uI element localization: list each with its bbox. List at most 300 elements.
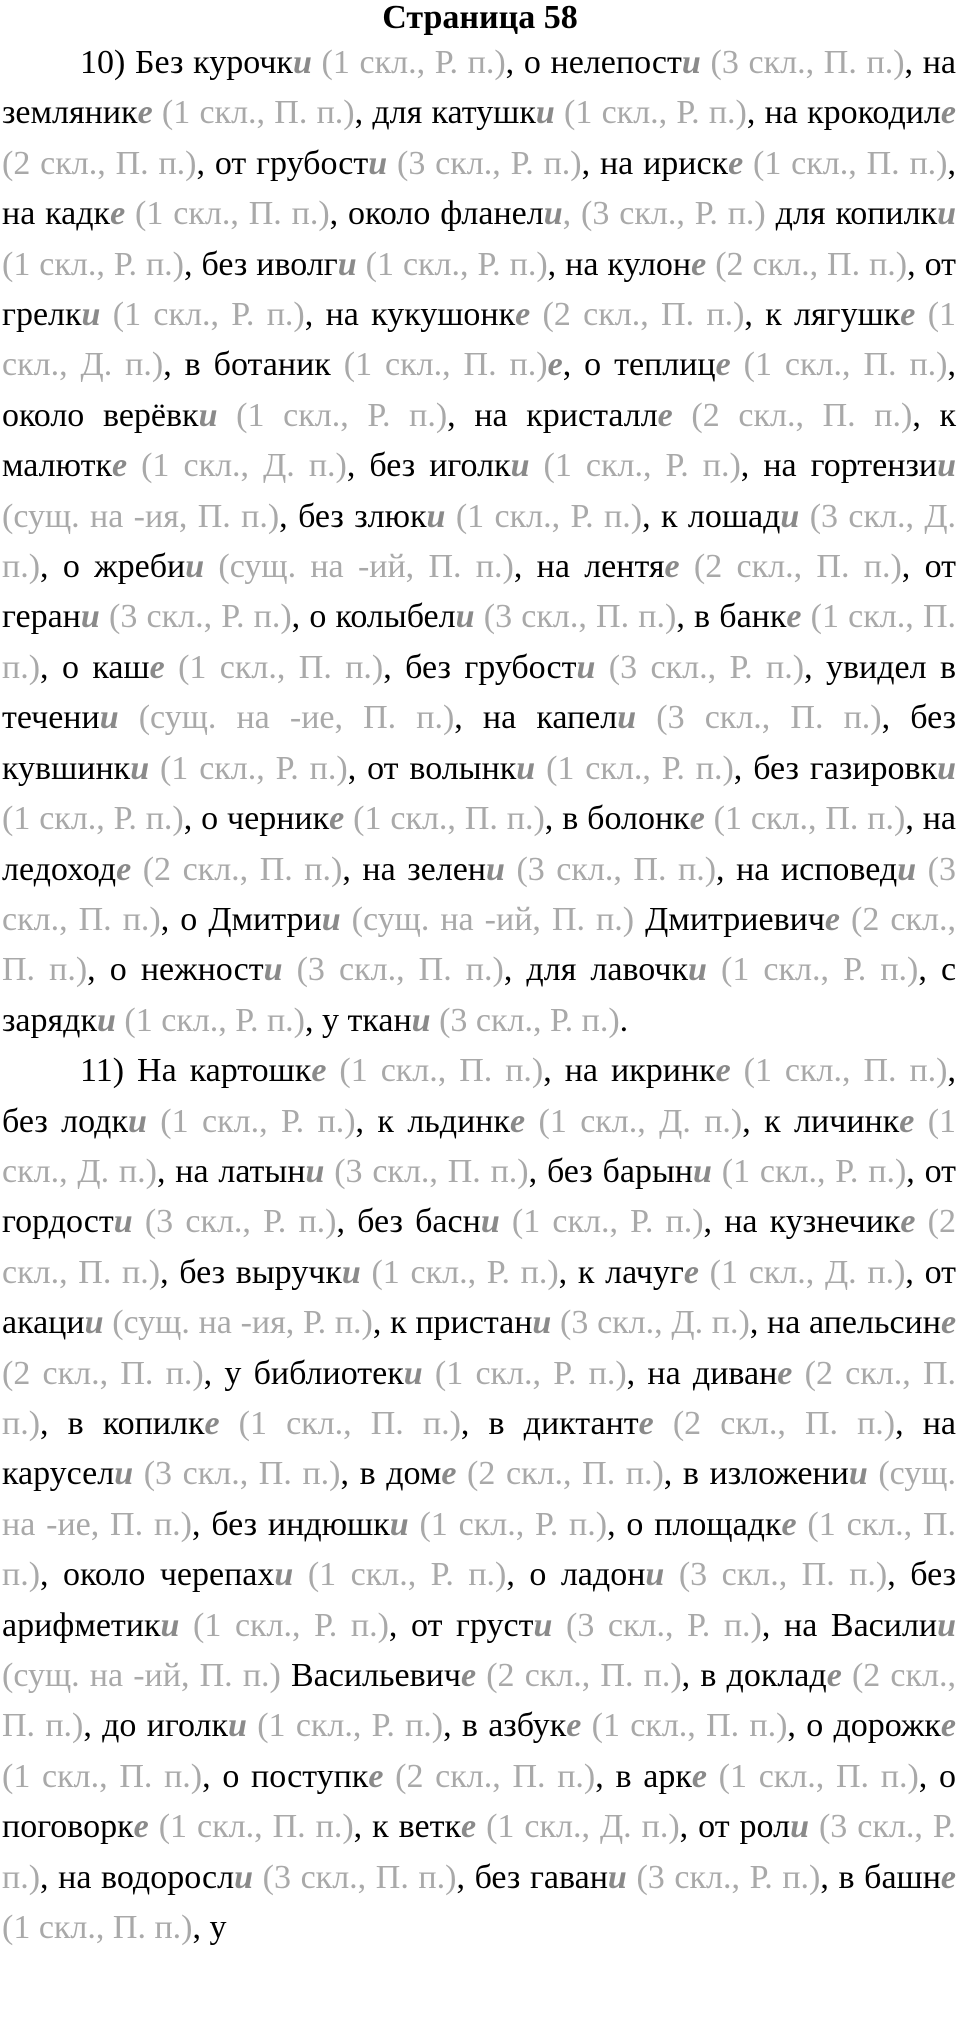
ending: е bbox=[510, 1102, 526, 1140]
separator: , bbox=[291, 598, 310, 636]
grammar-note: (3 скл., П. п.) bbox=[636, 699, 882, 737]
separator: , bbox=[503, 951, 527, 989]
separator: , bbox=[895, 1404, 923, 1442]
ending: и bbox=[80, 598, 100, 636]
word-stem: к ветк bbox=[372, 1808, 461, 1846]
word-stem: до иголк bbox=[102, 1707, 229, 1745]
word-stem: без кувшинк bbox=[2, 699, 957, 787]
separator: , bbox=[679, 1808, 699, 1846]
separator: , bbox=[749, 1304, 768, 1342]
grammar-note: (1 скл., Р. п.) bbox=[115, 1001, 305, 1039]
ending: и bbox=[617, 699, 637, 737]
separator: , bbox=[163, 346, 185, 384]
ending: е bbox=[461, 1808, 477, 1846]
grammar-note: (2 скл., П. п.) bbox=[131, 850, 343, 888]
ending: и bbox=[937, 447, 956, 485]
ending: и bbox=[234, 1858, 254, 1896]
word-stem: увидел в течени bbox=[2, 648, 957, 737]
ending: и bbox=[389, 1505, 409, 1543]
separator: , bbox=[820, 1858, 839, 1896]
ending: и bbox=[403, 1354, 423, 1392]
separator: , bbox=[506, 1556, 530, 1594]
word-stem: о черник bbox=[201, 800, 330, 838]
ending: и bbox=[897, 850, 917, 888]
separator: , bbox=[905, 1253, 925, 1291]
ending: и bbox=[341, 1253, 361, 1291]
separator: , bbox=[642, 497, 661, 535]
word-stem: в диктант bbox=[488, 1404, 639, 1442]
separator: , bbox=[581, 144, 600, 182]
word-stem: на карусел bbox=[2, 1404, 957, 1493]
word-stem: в копилк bbox=[67, 1404, 205, 1442]
word-stem: о Дмитри bbox=[180, 900, 322, 938]
word-stem: от геран bbox=[2, 548, 956, 636]
separator: , bbox=[681, 1657, 701, 1694]
ending: и bbox=[576, 648, 596, 686]
ending: и bbox=[780, 497, 800, 535]
ending: и bbox=[96, 1001, 116, 1039]
grammar-note: (3 скл., П. п.) bbox=[504, 850, 717, 888]
word-stem: на земляник bbox=[2, 44, 956, 132]
separator: , bbox=[716, 850, 737, 888]
separator: , bbox=[329, 195, 349, 233]
ending: и bbox=[185, 548, 205, 586]
word-stem: от гордост bbox=[2, 1152, 957, 1241]
exercise-text bbox=[0, 38, 960, 1953]
word-stem: на латын bbox=[175, 1152, 306, 1190]
separator: , bbox=[901, 548, 925, 586]
ending: и bbox=[516, 749, 536, 787]
separator bbox=[281, 1657, 291, 1694]
word-stem: на икринк bbox=[564, 1052, 716, 1090]
grammar-note: (1 скл., Р. п.) bbox=[706, 951, 919, 989]
word-stem: в дом bbox=[359, 1455, 442, 1493]
separator: , bbox=[562, 346, 585, 384]
ending: е bbox=[441, 1455, 457, 1493]
grammar-note: (3 скл., Р. п.) bbox=[387, 144, 582, 182]
separator: , bbox=[460, 1404, 489, 1442]
ending: е bbox=[715, 1052, 731, 1090]
grammar-note: (1 скл., П. п.) bbox=[152, 94, 355, 132]
word-stem: о нежност bbox=[109, 951, 264, 989]
ending: и bbox=[510, 447, 530, 485]
separator: , bbox=[40, 548, 63, 586]
word-stem: на кулон bbox=[565, 245, 692, 283]
grammar-note: (1 скл., Р. п.) bbox=[179, 1606, 389, 1644]
word-stem: в доклад bbox=[700, 1657, 827, 1694]
word-stem: для катушк bbox=[372, 94, 536, 132]
separator: , bbox=[947, 346, 956, 384]
separator: , bbox=[740, 447, 764, 485]
ending: е bbox=[110, 195, 126, 233]
word-stem: Без курочк bbox=[135, 44, 293, 81]
word-stem: о ладон bbox=[529, 1556, 646, 1594]
separator: , bbox=[202, 1757, 223, 1795]
ending: е bbox=[137, 94, 153, 132]
grammar-note: (3 скл., П. п.) bbox=[2, 850, 956, 938]
grammar-note: (сущ. на -ия, П. п.) bbox=[2, 497, 280, 535]
separator: , bbox=[904, 44, 923, 81]
word-stem: около фланел bbox=[348, 195, 544, 233]
separator: , bbox=[733, 749, 754, 787]
grammar-note: (1 скл., П. п.) bbox=[2, 1757, 203, 1795]
word-stem: на лентя bbox=[536, 548, 665, 586]
grammar-note: (1 скл., Д. п.) bbox=[2, 296, 957, 384]
ending: е bbox=[515, 296, 531, 334]
grammar-note: (1 скл., Р. п.) bbox=[554, 94, 747, 132]
ending: и bbox=[305, 1152, 325, 1190]
separator: , bbox=[907, 245, 925, 283]
grammar-note: (3 скл., Р. п.) bbox=[132, 1203, 337, 1241]
separator: , bbox=[558, 1253, 578, 1291]
ending: и bbox=[937, 749, 957, 787]
grammar-note: (1 скл., П. п.) bbox=[704, 800, 906, 838]
separator: , bbox=[40, 1404, 68, 1442]
grammar-note: (3 скл., П. п.) bbox=[324, 1152, 529, 1190]
ending: и bbox=[848, 1455, 868, 1493]
ending: е bbox=[900, 296, 916, 334]
grammar-note: (сущ. на -ий, П. п.) bbox=[340, 900, 635, 938]
word-stem: на диван bbox=[647, 1354, 778, 1392]
grammar-note: (3 скл., П. п.) bbox=[664, 1556, 888, 1594]
ending: е bbox=[111, 447, 128, 485]
separator: , bbox=[547, 245, 566, 283]
grammar-note: (сущ. на -ий, П. п.) bbox=[2, 1657, 281, 1694]
grammar-note: (1 скл., П. п.) bbox=[730, 346, 948, 384]
ending: и bbox=[455, 598, 475, 636]
separator: , bbox=[947, 1052, 956, 1090]
separator: , bbox=[383, 648, 406, 686]
word-stem: к льдинк bbox=[377, 1102, 511, 1140]
grammar-note: (сущ. на -ия, Р. п.) bbox=[103, 1304, 373, 1342]
separator: , bbox=[340, 1455, 360, 1493]
separator: , bbox=[742, 1102, 765, 1140]
ending: и bbox=[543, 195, 563, 233]
ending: е bbox=[824, 900, 841, 938]
separator: , bbox=[87, 951, 110, 989]
word-stem: о колыбел bbox=[309, 598, 456, 636]
ending: и bbox=[645, 1556, 665, 1594]
word-stem: для лавочк bbox=[526, 951, 689, 989]
word-stem: на зелен bbox=[362, 850, 486, 888]
separator: , bbox=[918, 951, 941, 989]
grammar-note: (1 скл., П. п.) bbox=[330, 346, 548, 384]
separator: , bbox=[513, 548, 537, 586]
ending: и bbox=[99, 699, 119, 737]
word-stem: около верёвк bbox=[2, 396, 199, 434]
word-stem: на кукушонк bbox=[325, 296, 516, 334]
grammar-note: (1 скл., П. п.) bbox=[2, 598, 957, 686]
word-stem: Васильевич bbox=[291, 1657, 461, 1694]
word-stem: к лошад bbox=[660, 497, 781, 535]
grammar-note: (1 скл., П. п.) bbox=[706, 1757, 919, 1795]
word-stem: на ириск bbox=[599, 144, 729, 182]
grammar-note: (2 скл., П. п.) bbox=[2, 1354, 957, 1442]
word-stem: с зарядк bbox=[2, 951, 957, 1039]
grammar-note: (1 скл., Р. п.) bbox=[100, 296, 305, 334]
grammar-note: (2 скл., П. п.) bbox=[2, 900, 956, 989]
ending: е bbox=[149, 648, 165, 686]
ending: е bbox=[689, 800, 705, 838]
word-stem: у ткан bbox=[321, 1001, 412, 1039]
word-stem: о дорожк bbox=[806, 1707, 941, 1745]
word-stem: без индюшк bbox=[211, 1505, 390, 1543]
word-stem: без грубост bbox=[405, 648, 577, 686]
grammar-note: (3 скл., Д. п.) bbox=[551, 1304, 750, 1342]
grammar-note: (1 скл., П. п.) bbox=[344, 800, 545, 838]
separator: , bbox=[703, 1203, 725, 1241]
exercise-number: 10) bbox=[80, 44, 136, 81]
word-stem: к лягушк bbox=[765, 296, 901, 334]
grammar-note: (2 скл., П. п.) bbox=[383, 1757, 596, 1795]
ending: е bbox=[664, 548, 680, 586]
word-stem: на кристалл bbox=[474, 396, 658, 434]
ending: е bbox=[826, 1657, 842, 1694]
separator: , bbox=[918, 1757, 939, 1795]
grammar-note: (2 скл., П. п.) bbox=[672, 396, 913, 434]
separator: , bbox=[191, 1505, 212, 1543]
separator: , bbox=[595, 1757, 616, 1795]
separator: , bbox=[160, 900, 181, 938]
separator: , bbox=[947, 144, 956, 182]
word-stem: без иволг bbox=[201, 245, 338, 283]
grammar-note: (2 скл., П. п.) bbox=[2, 1203, 957, 1291]
separator: , bbox=[912, 396, 940, 434]
grammar-note: (3 скл., П. п.) bbox=[474, 598, 677, 636]
word-stem: на гортензи bbox=[763, 447, 938, 485]
separator: , bbox=[279, 497, 299, 535]
grammar-note: (1 скл., Р. п.) bbox=[529, 447, 741, 485]
separator: , bbox=[388, 1606, 412, 1644]
separator bbox=[766, 195, 776, 232]
grammar-note: (1 скл., П. п.) bbox=[730, 1052, 948, 1090]
ending: и bbox=[321, 900, 341, 938]
separator: , bbox=[342, 850, 363, 888]
grammar-note: (2 скл., П. п.) bbox=[706, 245, 908, 283]
ending: е bbox=[204, 1404, 220, 1442]
word-stem: на кузнечик bbox=[724, 1203, 901, 1241]
ending: е bbox=[715, 346, 731, 384]
word-stem: на апельсин bbox=[767, 1304, 941, 1342]
separator: , bbox=[456, 1858, 475, 1896]
grammar-note: , bbox=[562, 195, 572, 233]
separator: , bbox=[347, 749, 368, 787]
separator: , bbox=[804, 648, 826, 686]
separator: , bbox=[887, 1556, 911, 1594]
page-title: Страница 58 bbox=[382, 0, 578, 36]
grammar-note: (3 скл., Р. п.) bbox=[595, 648, 805, 686]
word-stem: к малютк bbox=[2, 396, 957, 485]
ending: и bbox=[130, 749, 150, 787]
grammar-note: (2 скл., П. п.) bbox=[653, 1404, 896, 1442]
separator: , bbox=[184, 245, 202, 283]
separator: , bbox=[505, 44, 524, 81]
separator: , bbox=[607, 1505, 627, 1543]
separator: , bbox=[761, 1606, 784, 1644]
word-stem: без барын bbox=[546, 1152, 693, 1190]
grammar-note: (сущ. на -ие, П. п.) bbox=[118, 699, 455, 737]
separator: , bbox=[203, 1354, 225, 1392]
separator: , bbox=[40, 648, 62, 686]
ending: и bbox=[533, 1606, 553, 1644]
ending: е bbox=[329, 800, 345, 838]
grammar-note: (1 скл., Р. п.) bbox=[146, 1102, 356, 1140]
grammar-note: (1 скл., П. п.) bbox=[2, 1909, 193, 1947]
separator: , bbox=[905, 800, 923, 838]
ending: е bbox=[683, 1253, 699, 1291]
ending: и bbox=[228, 1707, 247, 1745]
separator: , bbox=[40, 1556, 64, 1594]
ending: и bbox=[607, 1858, 627, 1896]
grammar-note: (сущ. на -ие, П. п.) bbox=[2, 1455, 956, 1543]
ending: е bbox=[460, 1657, 477, 1694]
ending: и bbox=[790, 1808, 809, 1846]
grammar-note: (2 скл., П. п.) bbox=[679, 548, 902, 586]
grammar-note: (2 скл., П. п.) bbox=[476, 1657, 682, 1694]
ending: е bbox=[940, 1304, 957, 1342]
grammar-note: (1 скл., П. п.) bbox=[326, 1052, 544, 1090]
separator: , bbox=[528, 1152, 547, 1190]
word-stem: от акаци bbox=[2, 1253, 957, 1342]
grammar-note: (1 скл., Р. п.) bbox=[293, 1556, 507, 1594]
grammar-note: (1 скл., П. п.) bbox=[581, 1707, 788, 1745]
grammar-note: (1 скл., Д. п.) bbox=[127, 447, 347, 485]
ending: е bbox=[116, 850, 132, 888]
ending: и bbox=[693, 1152, 712, 1190]
ending: е bbox=[940, 1858, 957, 1896]
word-stem: в изложени bbox=[682, 1455, 849, 1493]
grammar-note: (1 скл., П. п.) bbox=[219, 1404, 461, 1442]
ending: е bbox=[311, 1052, 327, 1090]
separator: , bbox=[881, 699, 911, 737]
grammar-note: (1 скл., Р. п.) bbox=[445, 497, 643, 535]
ending: и bbox=[160, 1606, 180, 1644]
separator: , bbox=[346, 447, 370, 485]
word-stem: Дмитриевич bbox=[645, 900, 825, 938]
ending: е bbox=[777, 1354, 793, 1392]
word-stem: к пристан bbox=[390, 1304, 533, 1342]
exercise-paragraph bbox=[0, 38, 960, 1046]
grammar-note: (3 скл., Р. п.) bbox=[552, 1606, 762, 1644]
word-stem: без злюк bbox=[298, 497, 427, 535]
grammar-note: (3 скл., П. п.) bbox=[133, 1455, 341, 1493]
grammar-note: (3 скл., Р. п.) bbox=[626, 1858, 821, 1896]
separator: , bbox=[746, 94, 765, 132]
word-stem: без арифметик bbox=[2, 1556, 957, 1644]
separator bbox=[634, 901, 645, 938]
grammar-note: (1 скл., Р. п.) bbox=[422, 1354, 627, 1392]
grammar-note: (1 скл., Р. п.) bbox=[408, 1505, 608, 1543]
ending: е bbox=[781, 1505, 797, 1543]
ending: е bbox=[657, 396, 673, 434]
word-stem: в башн bbox=[838, 1858, 941, 1896]
exercise-paragraph bbox=[0, 1046, 960, 1953]
separator: , bbox=[156, 1152, 176, 1190]
grammar-note: (2 скл., П. п.) bbox=[530, 296, 745, 334]
exercise-number: 11) bbox=[80, 1052, 138, 1090]
grammar-note: (2 скл., П. п.) bbox=[2, 144, 197, 182]
ending: е bbox=[133, 1808, 149, 1846]
grammar-note: (1 скл., Р. п.) bbox=[535, 749, 734, 787]
separator: , bbox=[355, 1102, 378, 1140]
ending: е bbox=[728, 144, 744, 182]
ending: и bbox=[426, 497, 446, 535]
word-stem: о поступк bbox=[222, 1757, 369, 1795]
ending: и bbox=[937, 195, 957, 233]
separator: , bbox=[676, 598, 695, 636]
grammar-note: (3 скл., Р. п.) bbox=[581, 195, 766, 233]
grammar-note: (1 скл., Р. п.) bbox=[149, 749, 348, 787]
grammar-note: (1 скл., Д. п.) bbox=[2, 1102, 957, 1190]
separator: , bbox=[663, 1455, 683, 1493]
word-stem: без иголк bbox=[369, 447, 511, 485]
grammar-note: (2 скл., П. п.) bbox=[2, 1657, 957, 1745]
grammar-note: (3 скл., Р. п.) bbox=[2, 1808, 957, 1896]
ending: и bbox=[368, 144, 388, 182]
separator: , bbox=[454, 699, 483, 737]
word-stem: о жреби bbox=[62, 548, 186, 586]
grammar-note: (3 скл., Д. п.) bbox=[2, 497, 957, 586]
ending: е bbox=[638, 1404, 654, 1442]
word-stem: на ледоход bbox=[2, 800, 957, 888]
word-stem: о каш bbox=[61, 648, 150, 686]
ending: и bbox=[198, 396, 218, 434]
word-stem: о площадк bbox=[626, 1505, 782, 1543]
separator bbox=[571, 195, 581, 232]
word-stem: для копилк bbox=[775, 195, 938, 233]
ending: и bbox=[263, 951, 283, 989]
ending: и bbox=[337, 245, 357, 283]
separator: , bbox=[372, 1304, 391, 1342]
separator: . bbox=[619, 1001, 629, 1039]
word-stem: на водоросл bbox=[58, 1858, 235, 1896]
word-stem: в ботаник bbox=[184, 346, 331, 384]
grammar-note: (1 скл., П. п.) bbox=[743, 144, 948, 182]
separator: , bbox=[543, 1052, 565, 1090]
word-stem: от грубост bbox=[214, 144, 369, 182]
grammar-note: (1 скл., П. п.) bbox=[2, 1505, 957, 1594]
ending: и bbox=[81, 296, 101, 334]
word-stem: на капел bbox=[482, 699, 618, 737]
separator: , bbox=[40, 1858, 59, 1896]
ending: и bbox=[84, 1304, 104, 1342]
separator: , bbox=[447, 396, 475, 434]
grammar-note: (1 скл., Д. п.) bbox=[698, 1253, 906, 1291]
separator: , bbox=[336, 1203, 358, 1241]
separator: , bbox=[196, 144, 215, 182]
grammar-note: (2 скл., П. п.) bbox=[456, 1455, 664, 1493]
grammar-note: (сущ. на -ий, П. п.) bbox=[204, 548, 514, 586]
separator: , bbox=[160, 1253, 180, 1291]
separator: , bbox=[353, 1808, 373, 1846]
grammar-note: (1 скл., Р. п.) bbox=[499, 1203, 704, 1241]
word-stem: к лачуг bbox=[577, 1253, 684, 1291]
ending: и bbox=[937, 1606, 957, 1644]
ending: и bbox=[485, 850, 505, 888]
ending: е bbox=[368, 1757, 384, 1795]
word-stem: у библиотек bbox=[224, 1354, 404, 1392]
grammar-note: (3 скл., П. п.) bbox=[282, 951, 504, 989]
grammar-note: (1 скл., П. п.) bbox=[125, 195, 330, 233]
ending: и bbox=[480, 1203, 500, 1241]
ending: и bbox=[127, 1102, 147, 1140]
ending: и bbox=[681, 44, 701, 81]
ending: е bbox=[547, 346, 563, 384]
word-stem: без выручк bbox=[179, 1253, 342, 1291]
word-stem: около черепах bbox=[63, 1556, 275, 1594]
grammar-note: (2 скл., П. п.) bbox=[2, 1354, 204, 1392]
ending: и bbox=[688, 951, 707, 989]
